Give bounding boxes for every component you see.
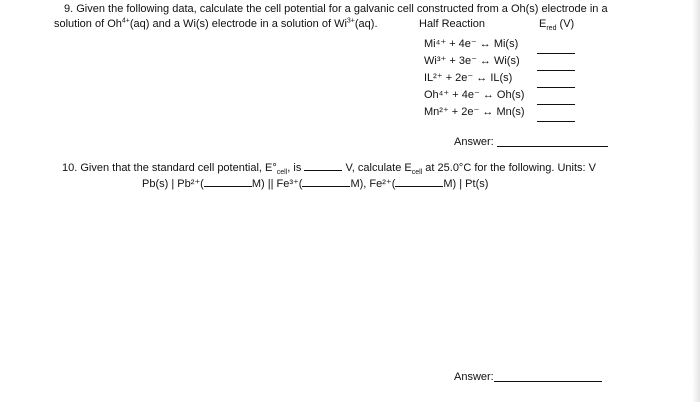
ered-symbol: E xyxy=(539,18,547,30)
q9-answer-field[interactable] xyxy=(497,146,608,147)
reaction-text: Mi⁴⁺ + 4e⁻ ↔ Mi(s) xyxy=(424,38,519,50)
q10-text-part1b: , is xyxy=(287,162,302,174)
q10-answer-label: Answer: xyxy=(454,371,494,383)
reaction-text: Wi³⁺ + 3e⁻ ↔ Wi(s) xyxy=(424,55,520,67)
q10-line1 xyxy=(62,160,596,175)
q9-answer-label: Answer: xyxy=(454,136,494,148)
q10-sub2: cell xyxy=(411,169,423,177)
q10-cell-notation xyxy=(142,176,488,191)
ered-input-1[interactable] xyxy=(537,43,575,54)
q9-line2-part-b: (aq) and a Wi(s) electrode in a solution of Wi xyxy=(129,18,347,30)
fe2-conc-input[interactable] xyxy=(395,176,443,187)
q9-line2 xyxy=(54,18,378,31)
q10-sub1: cell xyxy=(276,169,288,177)
pb-conc-input[interactable] xyxy=(204,176,252,187)
ered-unit: (V) xyxy=(559,18,575,30)
q10-text-part3: at 25.0°C for the following. Units: V xyxy=(425,162,597,174)
ered-header xyxy=(539,18,574,31)
reaction-row-2 xyxy=(424,55,520,68)
q9-line2-part-c: (aq). xyxy=(354,18,378,30)
ered-sub: red xyxy=(546,25,557,33)
ered-input-4[interactable] xyxy=(537,94,575,105)
q9-line1: 9. Given the following data, calculate the cell potential for a galvanic cell constructed from a Oh(s) electrode in a xyxy=(64,3,608,15)
reaction-row-5 xyxy=(424,106,525,119)
q10-text-part1: 10. Given that the standard cell potential, E° xyxy=(62,162,277,174)
q9-line2-part-a: solution of Oh xyxy=(54,18,122,30)
q10-answer-field[interactable] xyxy=(494,381,602,382)
fe3-conc-input[interactable] xyxy=(302,176,350,187)
reaction-row-1 xyxy=(424,38,518,51)
reaction-row-4 xyxy=(424,89,524,102)
cell-notation-part-a: Pb(s) | Pb²⁺( xyxy=(142,178,204,190)
ered-input-2[interactable] xyxy=(537,60,575,71)
reaction-text: IL²⁺ + 2e⁻ ↔ IL(s) xyxy=(424,72,513,84)
half-reaction-header: Half Reaction xyxy=(419,18,486,30)
reaction-row-3 xyxy=(424,72,512,85)
reaction-text: Mn²⁺ + 2e⁻ ↔ Mn(s) xyxy=(424,106,525,118)
ered-input-3[interactable] xyxy=(537,77,575,88)
q10-ecell-input[interactable] xyxy=(304,160,342,171)
ered-input-5[interactable] xyxy=(537,111,575,122)
page-edge-shadow xyxy=(692,0,700,402)
cell-notation-part-c: M), Fe²⁺( xyxy=(350,178,396,190)
cell-notation-part-d: M) | Pt(s) xyxy=(443,178,489,190)
q10-text-part2: V, calculate E xyxy=(345,162,412,174)
q9-line2-sup-a: 4+ xyxy=(121,17,130,25)
reaction-text: Oh⁴⁺ + 4e⁻ ↔ Oh(s) xyxy=(424,89,525,101)
q9-line2-sup-b: 3+ xyxy=(346,17,355,25)
cell-notation-part-b: M) || Fe³⁺( xyxy=(251,178,303,190)
